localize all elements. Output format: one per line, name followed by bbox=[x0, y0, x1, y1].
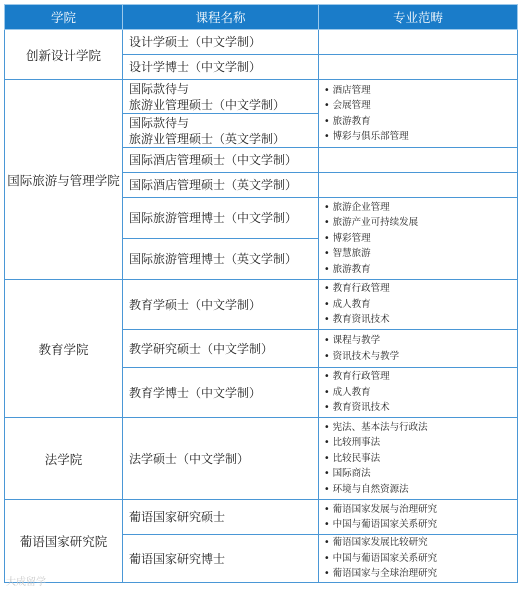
major-item: • 资讯技术与教学 bbox=[324, 350, 400, 362]
majors-list bbox=[324, 420, 517, 497]
majors-cell bbox=[319, 500, 518, 535]
program-cell: 葡语国家研究硕士 bbox=[123, 500, 319, 535]
majors-list bbox=[324, 333, 517, 364]
majors-cell bbox=[319, 418, 518, 500]
header-program: 课程名称 bbox=[123, 5, 319, 30]
college-cell: 教育学院 bbox=[5, 280, 123, 418]
program-cell: 国际旅游管理博士（中文学制） bbox=[123, 198, 319, 239]
major-item: • 成人教育 bbox=[324, 298, 371, 310]
college-cell: 葡语国家研究院 bbox=[5, 500, 123, 583]
major-item: • 旅游教育 bbox=[324, 115, 371, 127]
major-item: • 教育行政管理 bbox=[324, 283, 390, 295]
majors-cell bbox=[319, 330, 518, 368]
program-line-1: 国际款待与 bbox=[129, 81, 190, 96]
major-item: • 成人教育 bbox=[324, 386, 371, 398]
major-item: • 博彩管理 bbox=[324, 232, 371, 244]
program-cell: 国际旅游管理博士（英文学制） bbox=[123, 239, 319, 280]
major-item: • 环境与自然资源法 bbox=[324, 483, 409, 495]
major-item: • 葡语国家发展与治理研究 bbox=[324, 503, 438, 515]
major-item: • 宪法、基本法与行政法 bbox=[324, 421, 428, 433]
major-item: • 教育行政管理 bbox=[324, 371, 390, 383]
majors-cell bbox=[319, 535, 518, 583]
majors-cell bbox=[319, 173, 518, 198]
majors-list bbox=[324, 281, 517, 327]
college-cell: 创新设计学院 bbox=[5, 30, 123, 80]
majors-cell bbox=[319, 280, 518, 330]
table-row bbox=[5, 500, 518, 535]
major-item: • 中国与葡语国家关系研究 bbox=[324, 552, 438, 564]
majors-cell bbox=[319, 198, 518, 280]
majors-list bbox=[324, 369, 517, 415]
program-line-1: 国际款待与 bbox=[129, 115, 190, 130]
table-row bbox=[5, 418, 518, 500]
programs-table bbox=[4, 4, 518, 583]
program-cell: 设计学博士（中文学制） bbox=[123, 55, 319, 80]
majors-cell bbox=[319, 80, 518, 148]
major-item: • 旅游企业管理 bbox=[324, 201, 390, 213]
program-cell: 国际酒店管理硕士（中文学制） bbox=[123, 148, 319, 173]
majors-list bbox=[324, 502, 517, 533]
program-cell: 葡语国家研究博士 bbox=[123, 535, 319, 583]
major-item: • 博彩与俱乐部管理 bbox=[324, 130, 409, 142]
program-cell: 设计学硕士（中文学制） bbox=[123, 30, 319, 55]
watermark: 大成留学 bbox=[6, 577, 46, 588]
majors-cell bbox=[319, 55, 518, 80]
header-college: 学院 bbox=[5, 5, 123, 30]
program-line-2: 旅游业管理硕士（中文学制） bbox=[129, 97, 286, 112]
program-cell bbox=[123, 80, 319, 114]
major-item: • 智慧旅游 bbox=[324, 248, 371, 260]
majors-list bbox=[324, 200, 517, 277]
majors-cell bbox=[319, 30, 518, 55]
major-item: • 教育资讯技术 bbox=[324, 314, 390, 326]
table-row bbox=[5, 280, 518, 330]
college-cell: 国际旅游与管理学院 bbox=[5, 80, 123, 280]
table-row bbox=[5, 80, 518, 114]
major-item: • 旅游教育 bbox=[324, 263, 371, 275]
majors-list bbox=[324, 83, 517, 145]
majors-cell bbox=[319, 148, 518, 173]
program-cell: 教育学博士（中文学制） bbox=[123, 368, 319, 418]
major-item: • 酒店管理 bbox=[324, 84, 371, 96]
major-item: • 葡语国家发展比较研究 bbox=[324, 537, 428, 549]
program-cell: 教育学硕士（中文学制） bbox=[123, 280, 319, 330]
major-item: • 会展管理 bbox=[324, 100, 371, 112]
major-item: • 旅游产业可持续发展 bbox=[324, 217, 419, 229]
major-item: • 课程与教学 bbox=[324, 335, 381, 347]
major-item: • 比较民事法 bbox=[324, 452, 381, 464]
majors-cell bbox=[319, 368, 518, 418]
college-cell: 法学院 bbox=[5, 418, 123, 500]
major-item: • 国际商法 bbox=[324, 468, 371, 480]
table-row bbox=[5, 30, 518, 55]
program-line-2: 旅游业管理硕士（英文学制） bbox=[129, 131, 286, 146]
header-majors: 专业范畴 bbox=[319, 5, 518, 30]
program-cell: 法学硕士（中文学制） bbox=[123, 418, 319, 500]
major-item: • 教育资讯技术 bbox=[324, 402, 390, 414]
major-item: • 中国与葡语国家关系研究 bbox=[324, 519, 438, 530]
program-cell bbox=[123, 114, 319, 148]
major-item: • 比较刑事法 bbox=[324, 437, 381, 449]
table-header bbox=[5, 5, 518, 30]
major-item: • 葡语国家与全球治理研究 bbox=[324, 568, 438, 580]
program-cell: 教学研究硕士（中文学制） bbox=[123, 330, 319, 368]
majors-list bbox=[324, 535, 517, 581]
program-cell: 国际酒店管理硕士（英文学制） bbox=[123, 173, 319, 198]
